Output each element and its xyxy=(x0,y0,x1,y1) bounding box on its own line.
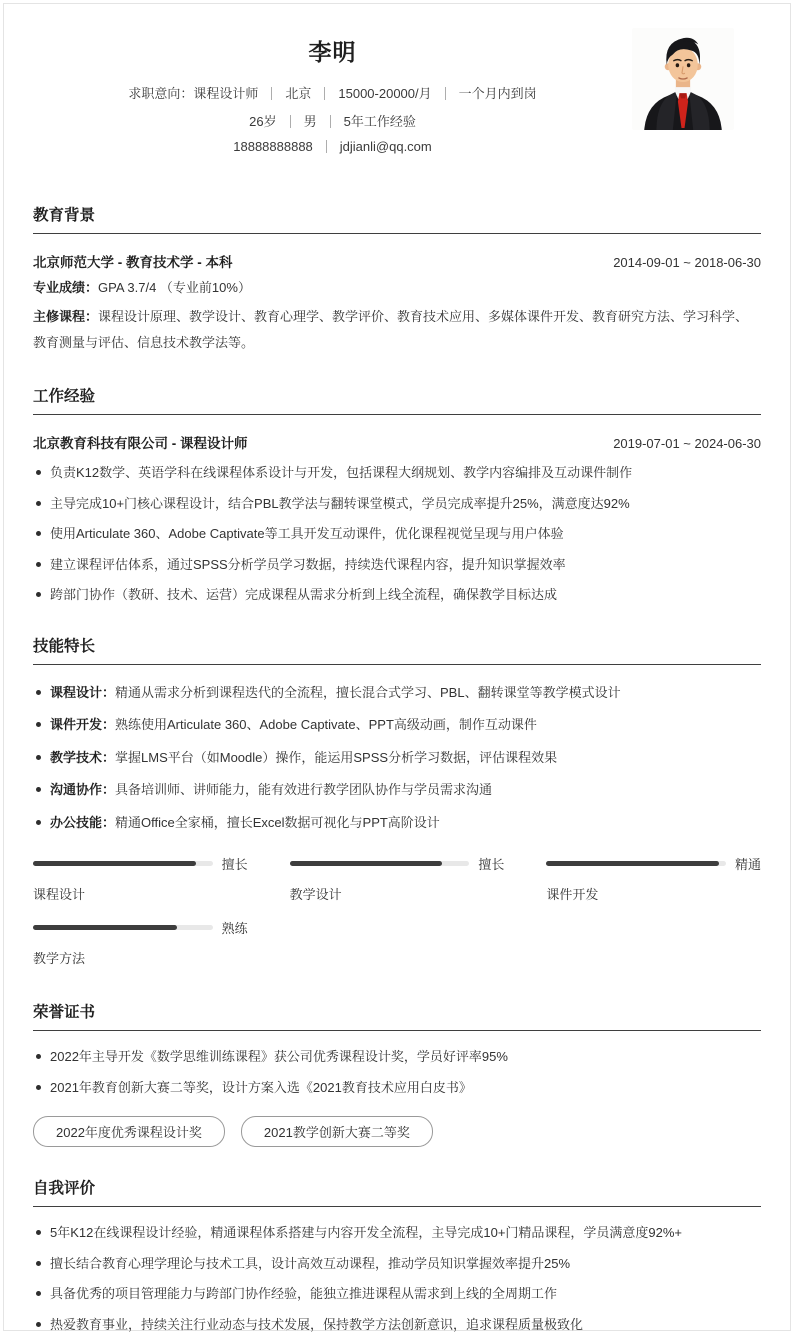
skill-bar-level: 擅长 xyxy=(478,857,505,873)
summary-bullet: 热爱教育事业，持续关注行业动态与技术发展，保持教学方法创新意识，追求课程质量极致化 xyxy=(33,1315,761,1334)
skill-bar-item xyxy=(33,854,248,903)
education-gpa-row xyxy=(33,275,761,300)
skill-bullet xyxy=(33,715,761,735)
skill-bullet-label: 沟通协作： xyxy=(50,782,116,798)
resume-header xyxy=(33,28,761,163)
skill-bars-grid xyxy=(33,854,761,971)
work-bullet: 负责K12数学、英语学科在线课程体系设计与开发，包括课程大纲规划、教学内容编排及互动课件制作 xyxy=(33,463,761,483)
skill-bar-row xyxy=(546,854,761,873)
skill-bar-row xyxy=(33,854,248,873)
skill-bar-row xyxy=(290,854,505,873)
skill-bar-item xyxy=(546,854,761,903)
skill-bullet-text: 熟练使用Articulate 360、Adobe Captivate、PPT高级动画，制作互动课件 xyxy=(115,717,537,733)
skill-bar-track xyxy=(290,861,470,866)
honor-badge: 2021教学创新大赛二等奖 xyxy=(241,1116,433,1147)
email-address: jdjianli@qq.com xyxy=(313,139,432,154)
section-skills xyxy=(33,634,761,972)
honor-badge: 2022年度优秀课程设计奖 xyxy=(33,1116,225,1147)
skill-bullet-label: 教学技术： xyxy=(50,749,116,765)
skill-bar-fill xyxy=(546,861,718,866)
summary-bullet-list xyxy=(33,1223,761,1334)
skill-bar-name: 教学方法 xyxy=(33,951,86,967)
skill-bar-row xyxy=(33,918,248,937)
honor-bullet: 2022年主导开发《数学思维训练课程》获公司优秀课程设计奖，学员好评率95% xyxy=(33,1047,761,1067)
job-intent-role: 课程设计师 xyxy=(193,86,259,101)
skill-bullet-label: 课程设计： xyxy=(50,684,116,700)
work-bullet: 建立课程评估体系，通过SPSS分析学员学习数据，持续迭代课程内容，提升知识掌握效率 xyxy=(33,555,761,575)
skill-bar-level: 熟练 xyxy=(221,921,248,937)
skill-bullet-text: 掌握LMS平台（如Moodle）操作，能运用SPSS分析学习数据，评估课程效果 xyxy=(115,749,558,765)
skill-bullet-text: 具备培训师、讲师能力，能有效进行教学团队协作与学员需求沟通 xyxy=(115,782,493,798)
section-education xyxy=(33,203,761,355)
resume-page xyxy=(3,3,791,1331)
gender: 男 xyxy=(277,111,317,130)
work-entry-head xyxy=(33,432,761,452)
education-school-line: 北京师范大学 - 教育技术学 - 本科 xyxy=(33,255,233,270)
skill-bullet xyxy=(33,748,761,768)
skill-bar-item xyxy=(33,918,248,967)
skill-bullet-text: 精通Office全家桶，擅长Excel数据可视化与PPT高阶设计 xyxy=(115,814,440,830)
phone-number: 18888888888 xyxy=(233,139,313,154)
age: 26岁 xyxy=(249,114,277,129)
section-title-summary: 自我评价 xyxy=(33,1176,761,1207)
education-gpa-value: GPA 3.7/4 （专业前10%） xyxy=(98,280,251,295)
work-bullet: 跨部门协作（教研、技术、运营）完成课程从需求分析到上线全流程，确保教学目标达成 xyxy=(33,585,761,605)
section-self-evaluation xyxy=(33,1176,761,1334)
candidate-name: 李明 xyxy=(308,39,357,65)
work-bullet: 使用Articulate 360、Adobe Captivate等工具开发互动课件，优化课程视觉呈现与用户体验 xyxy=(33,524,761,544)
skill-bullet xyxy=(33,780,761,800)
section-title-honors: 荣誉证书 xyxy=(33,1000,761,1031)
skill-bullet-label: 课件开发： xyxy=(50,717,116,733)
job-intent-label: 求职意向： xyxy=(128,86,194,101)
education-body xyxy=(33,234,761,355)
education-courses-value: 课程设计原理、教学设计、教育心理学、教学评价、教育技术应用、多媒体课件开发、教育研究方法、学习科学、教育测量与评估、信息技术教学法等。 xyxy=(33,309,749,350)
skill-bar-track xyxy=(33,925,213,930)
skill-bullet-text: 精通从需求分析到课程迭代的全流程，擅长混合式学习、PBL、翻转课堂等教学模式设计 xyxy=(115,684,621,700)
skill-bullet xyxy=(33,683,761,703)
summary-body xyxy=(33,1207,761,1334)
summary-bullet: 5年K12在线课程设计经验，精通课程体系搭建与内容开发全流程，主导完成10+门精品课程，学员满意度92%+ xyxy=(33,1223,761,1243)
profile-photo-illustration xyxy=(632,28,734,130)
contact-line xyxy=(33,139,632,154)
job-intent-line xyxy=(33,83,632,102)
skill-bar-item xyxy=(290,854,505,903)
honor-bullet: 2021年教育创新大赛二等奖，设计方案入选《2021教育技术应用白皮书》 xyxy=(33,1078,761,1098)
section-title-skills: 技能特长 xyxy=(33,634,761,665)
resume-content xyxy=(4,4,790,1334)
section-work-experience xyxy=(33,384,761,605)
section-title-work: 工作经验 xyxy=(33,384,761,415)
skill-bar-level: 擅长 xyxy=(221,857,248,873)
honors-body xyxy=(33,1031,761,1147)
section-title-education: 教育背景 xyxy=(33,203,761,234)
profile-line xyxy=(33,111,632,130)
skill-bar-fill xyxy=(33,861,196,866)
work-bullet-list xyxy=(33,463,761,605)
skill-bar-name: 教学设计 xyxy=(289,887,342,903)
section-honors xyxy=(33,1000,761,1147)
skill-bar-name: 课件开发 xyxy=(546,887,599,903)
work-company-line: 北京教育科技有限公司 - 课程设计师 xyxy=(33,436,248,452)
skill-bullet xyxy=(33,813,761,833)
honors-bullet-list xyxy=(33,1047,761,1097)
skill-bullet-label: 办公技能： xyxy=(50,814,116,830)
job-intent-label-and-role xyxy=(128,83,258,102)
skills-bullet-list xyxy=(33,683,761,833)
experience-years: 5年工作经验 xyxy=(317,111,416,130)
profile-photo xyxy=(632,28,734,130)
job-intent-city: 北京 xyxy=(258,83,311,102)
work-bullet: 主导完成10+门核心课程设计，结合PBL教学法与翻转课堂模式，学员完成率提升25%，满意度达92% xyxy=(33,494,761,514)
work-date-range: 2019-07-01 ~ 2024-06-30 xyxy=(613,436,761,452)
education-gpa-label: 专业成绩： xyxy=(33,280,99,295)
skill-bar-fill xyxy=(290,861,443,866)
education-date-range: 2014-09-01 ~ 2018-06-30 xyxy=(613,255,761,270)
job-intent-availability: 一个月内到岗 xyxy=(432,83,537,102)
skill-bar-level: 精通 xyxy=(734,857,761,873)
education-courses-row xyxy=(33,304,761,355)
summary-bullet: 具备优秀的项目管理能力与跨部门协作经验，能独立推进课程从需求到上线的全周期工作 xyxy=(33,1284,761,1304)
skills-body xyxy=(33,665,761,972)
skill-bar-fill xyxy=(33,925,177,930)
skill-bar-track xyxy=(546,861,726,866)
honor-badges xyxy=(33,1116,761,1147)
job-intent-salary: 15000-20000/月 xyxy=(311,83,431,102)
summary-bullet: 擅长结合教育心理学理论与技术工具，设计高效互动课程，推动学员知识掌握效率提升25% xyxy=(33,1254,761,1274)
education-entry-head xyxy=(33,251,761,271)
work-body xyxy=(33,415,761,605)
header-text-block xyxy=(33,28,632,163)
skill-bar-name: 课程设计 xyxy=(33,887,86,903)
education-courses-label: 主修课程： xyxy=(33,309,99,325)
skill-bar-track xyxy=(33,861,213,866)
